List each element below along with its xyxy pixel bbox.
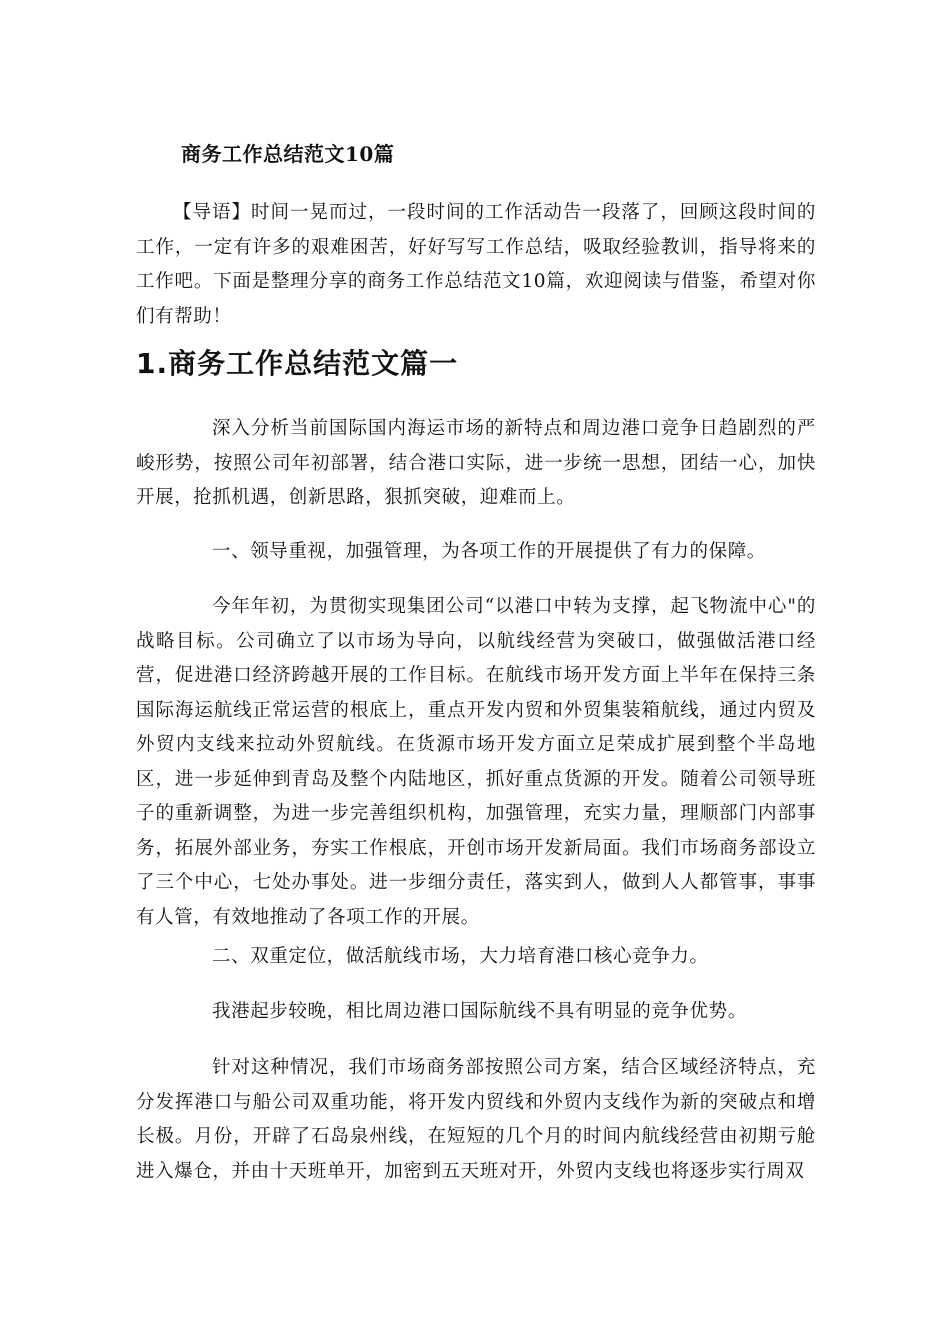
- body-paragraph: 我港起步较晚，相比周边港口国际航线不具有明显的竞争优势。: [212, 1001, 747, 1022]
- intro-paragraph: 【导语】时间一晃而过，一段时间的工作活动告一段落了，回顾这段时间的工作，一定有许多的艰难困苦，好好写写工作总结，吸取经验教训，指导将来的工作吧。下面是整理分享的商务工作总结范文10篇，欢迎阅读与借鉴，希望对你们有帮助！: [136, 202, 816, 327]
- body-paragraph: 针对这种情况，我们市场商务部按照公司方案，结合区域经济特点，充分发挥港口与船公司双重功能，将开发内贸线和外贸内支线作为新的突破点和增长极。月份，开辟了石岛泉州线，在短短的几个月的时间内航线经营由初期亏舱进入爆仓，并由十天班单开，加密到五天班对开，外贸内支线也将逐步实行周双: [136, 1057, 816, 1182]
- body-paragraph: 今年年初，为贯彻实现集团公司“以港口中转为支撑，起飞物流中心"的战略目标。公司确立了以市场为导向，以航线经营为突破口，做强做活港口经营，促进港口经济跨越开展的工作目标。在航线市场开发方面上半年在保持三条国际海运航线正常运营的根底上，重点开发内贸和外贸集装箱航线，通过内贸及外贸内支线来拉动外贸航线。在货源市场开发方面立足荣成扩展到整个半岛地区，进一步延伸到青岛及整个内陆地区，抓好重点货源的开发。随着公司领导班子的重新调整，为进一步完善组织机构，加强管理，充实力量，理顺部门内部事务，拓展外部业务，夯实工作根底，开创市场开发新局面。我们市场商务部设立了三个中心，七处办事处。进一步细分责任，落实到人，做到人人都管事，事事有人管，有效地推动了各项工作的开展。: [136, 596, 816, 928]
- body-paragraph: 一、领导重视，加强管理，为各项工作的开展提供了有力的保障。: [212, 541, 766, 562]
- body-paragraph: 深入分析当前国际国内海运市场的新特点和周边港口竞争日趋剧烈的严峻形势，按照公司年初部署，结合港口实际，进一步统一思想，团结一心，加快开展，抢抓机遇，创新思路，狠抓突破，迎难而上。: [136, 418, 816, 508]
- section-heading: 1.商务工作总结范文篇一: [136, 347, 459, 380]
- body-paragraph: 二、双重定位，做活航线市场，大力培育港口核心竞争力。: [212, 946, 709, 967]
- document-title: 商务工作总结范文10篇: [181, 142, 395, 166]
